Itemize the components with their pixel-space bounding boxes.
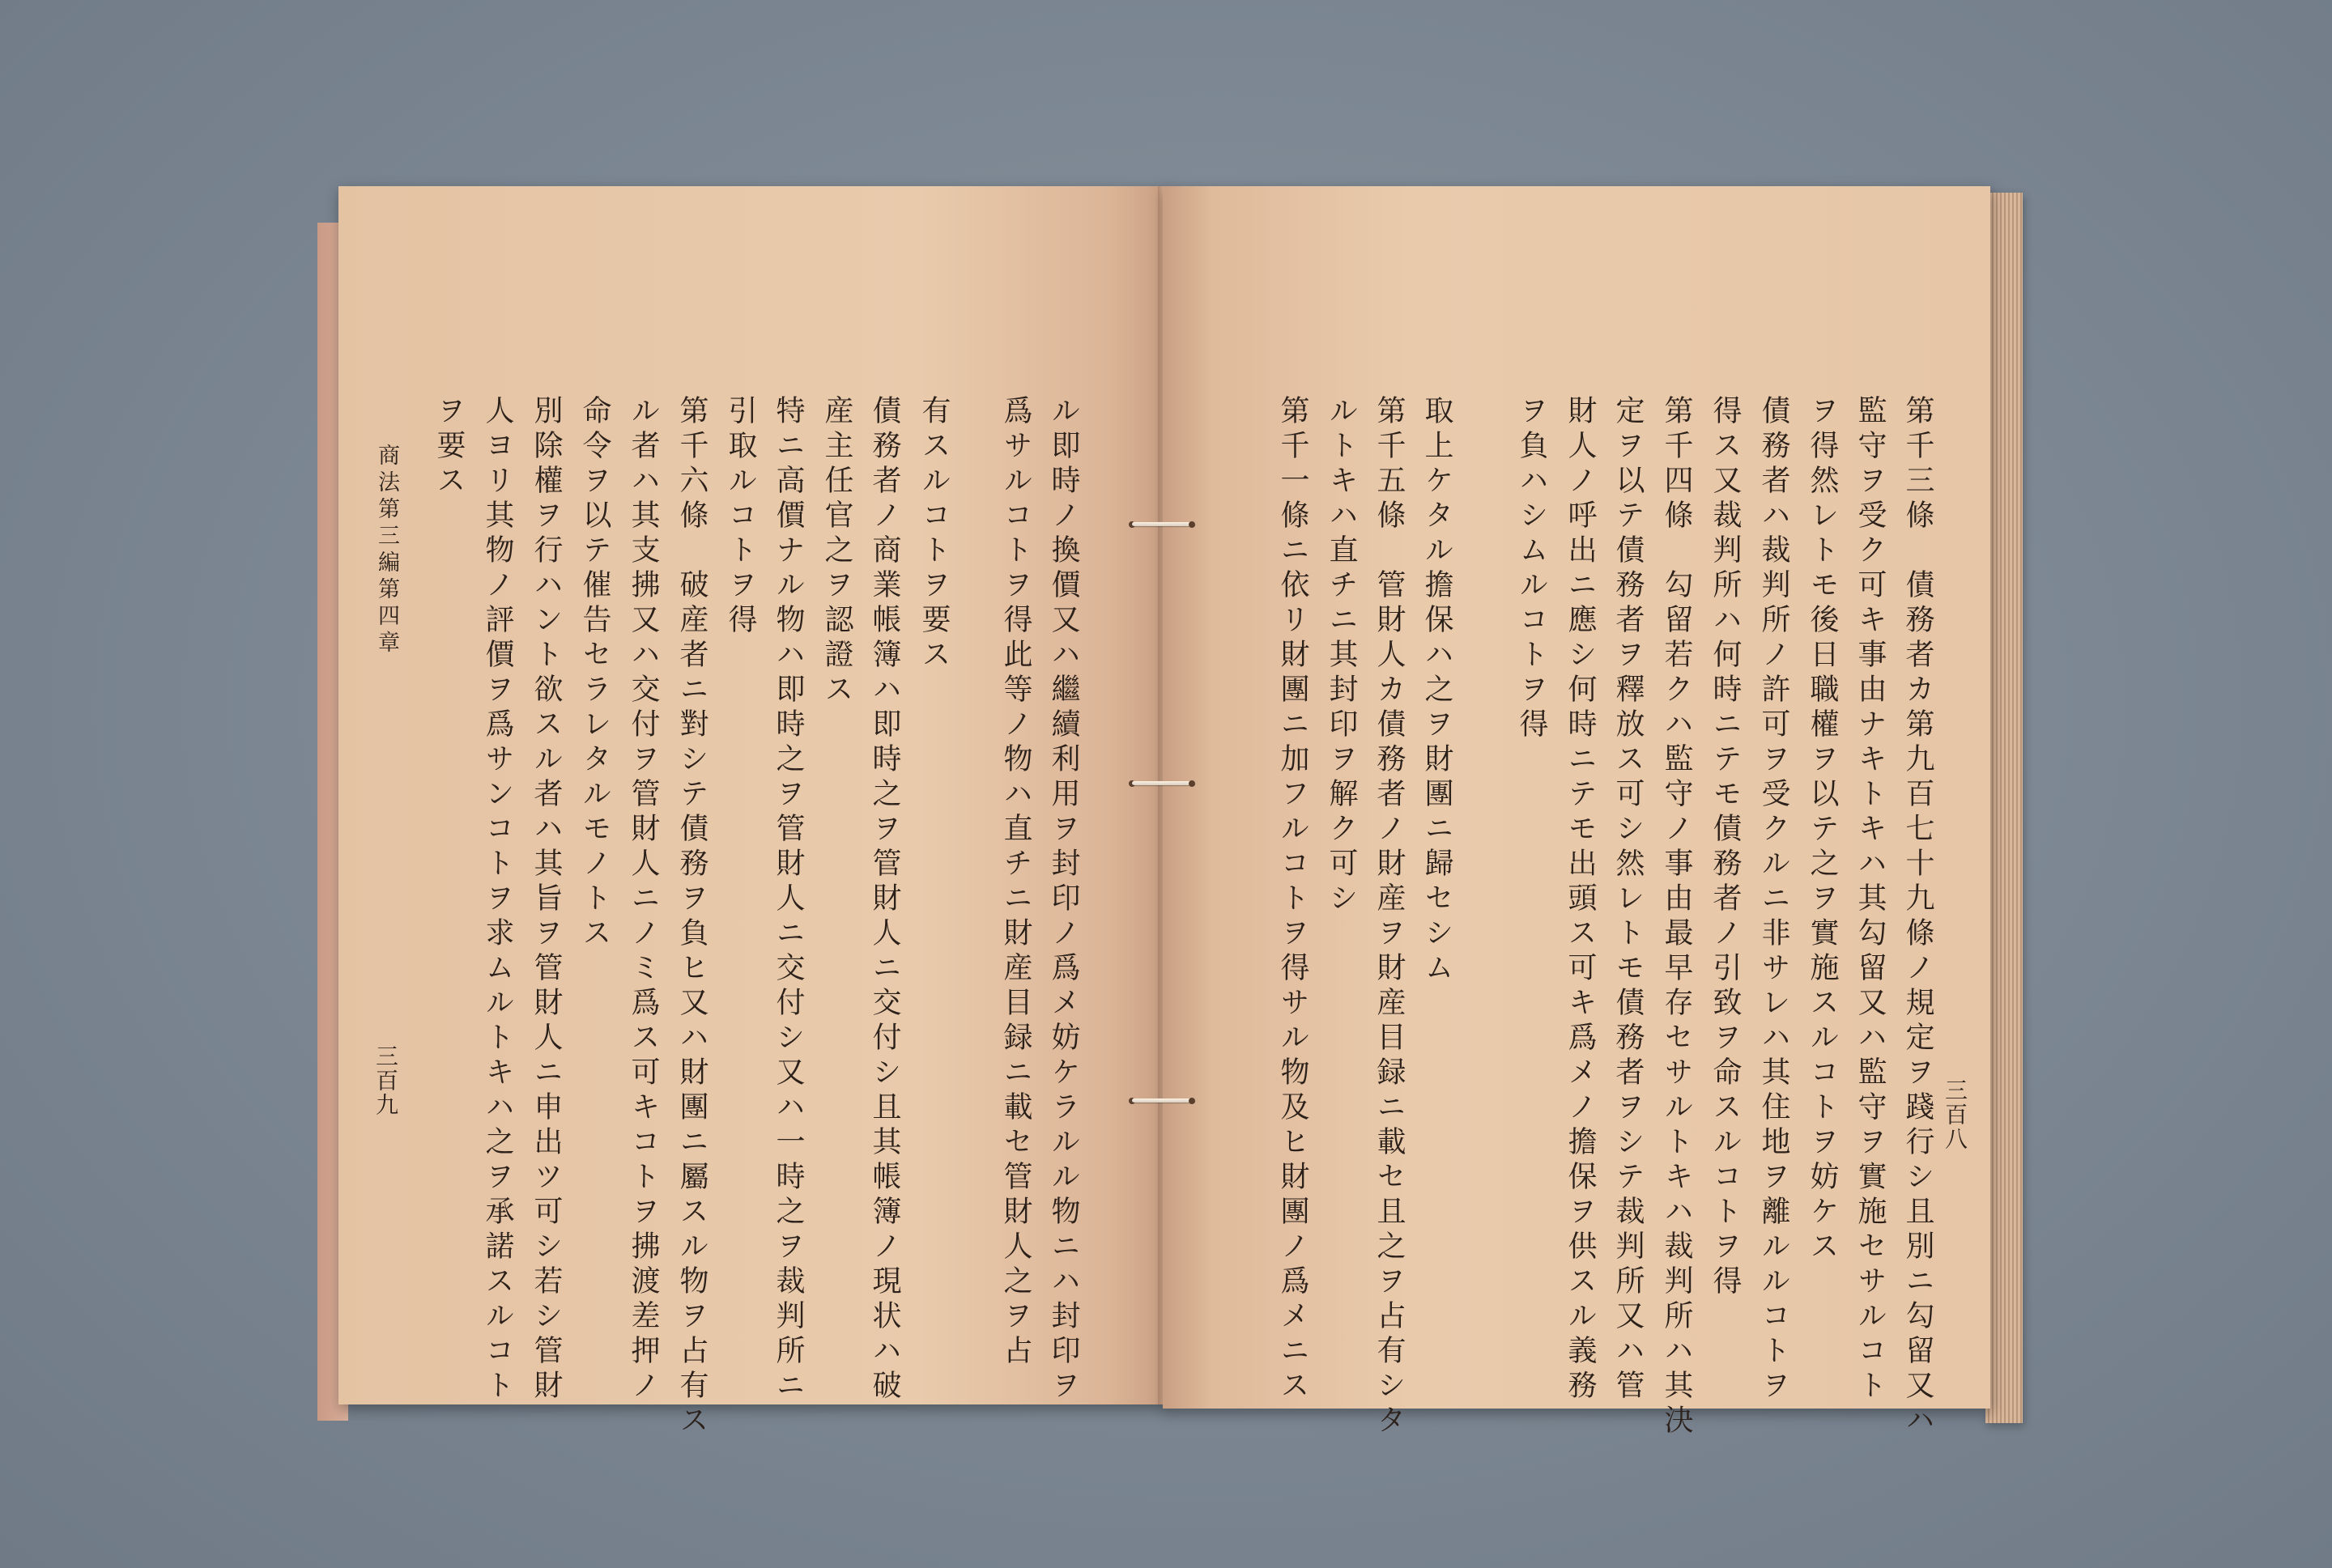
text-line: ル即時ノ換價又ハ繼續利用ヲ封印ノ爲メ妨ケラルル物ニハ封印ヲ — [1047, 395, 1080, 1404]
text-line: 第千三條 債務者カ第九百七十九條ノ規定ヲ踐行シ且別ニ勾留又ハ — [1901, 395, 1934, 1439]
text-line: 第千五條 管財人カ債務者ノ財産ヲ財産目録ニ載セ且之ヲ占有シタ — [1372, 395, 1406, 1439]
left-page — [338, 186, 1166, 1439]
text-line: 特ニ高價ナル物ハ即時之ヲ管財人ニ交付シ又ハ一時之ヲ裁判所ニ — [772, 395, 805, 1404]
right-page — [1163, 186, 1990, 1439]
text-line: 人ヨリ其物ノ評價ヲ爲サンコトヲ求ムルトキハ之ヲ承諾スルコト — [481, 395, 514, 1404]
text-line: 第千一條ニ依リ財團ニ加フルコトヲ得サル物及ヒ財團ノ爲メニス — [1276, 395, 1309, 1404]
text-line: ヲ要ス — [432, 395, 466, 499]
text-line: 得ス又裁判所ハ何時ニテモ債務者ノ引致ヲ命スルコトヲ得 — [1709, 395, 1742, 1300]
text-line: 有スルコトヲ要ス — [917, 395, 951, 674]
binding-stitch — [1127, 1094, 1197, 1107]
text-line: 第千六條 破産者ニ對シテ債務ヲ負ヒ又ハ財團ニ屬スル物ヲ占有ス — [675, 395, 709, 1439]
text-line: ルトキハ直チニ其封印ヲ解ク可シ — [1325, 395, 1358, 917]
text-line: 別除權ヲ行ハント欲スル者ハ其旨ヲ管財人ニ申出ツ可シ若シ管財 — [530, 395, 563, 1404]
page-number: 三百九 — [372, 1044, 399, 1117]
text-line: 第千四條 勾留若クハ監守ノ事由最早存セサルトキハ裁判所ハ其決 — [1660, 395, 1693, 1439]
text-line: 命令ヲ以テ催告セラレタルモノトス — [578, 395, 611, 952]
text-line: 財人ノ呼出ニ應シ何時ニテモ出頭ス可キ爲メノ擔保ヲ供スル義務 — [1564, 395, 1597, 1404]
text-line: 定ヲ以テ債務者ヲ釋放ス可シ然レトモ債務者ヲシテ裁判所又ハ管 — [1611, 395, 1645, 1404]
text-line: ル者ハ其支拂又ハ交付ヲ管財人ニノミ爲ス可キコトヲ拂渡差押ノ — [627, 395, 660, 1404]
page-number: 三百八 — [1942, 1078, 1968, 1151]
page-edges — [1985, 193, 2023, 1423]
text-line: 引取ルコトヲ得 — [724, 395, 757, 639]
text-line: 債務者ノ商業帳簿ハ即時之ヲ管財人ニ交付シ且其帳簿ノ現状ハ破 — [868, 395, 901, 1404]
text-line: ヲ得然レトモ後日職權ヲ以テ之ヲ實施スルコトヲ妨ケス — [1806, 395, 1839, 1265]
text-line: ヲ負ハシムルコトヲ得 — [1515, 395, 1548, 743]
text-line: 債務者ハ裁判所ノ許可ヲ受クルニ非サレハ其住地ヲ離ルルコトヲ — [1757, 395, 1790, 1404]
text-line: 監守ヲ受ク可キ事由ナキトキハ其勾留又ハ監守ヲ實施セサルコト — [1853, 395, 1887, 1404]
text-line: 爲サルコトヲ得此等ノ物ハ直チニ財産目録ニ載セ管財人之ヲ占 — [999, 395, 1032, 1370]
text-line: 産主任官之ヲ認證ス — [820, 395, 853, 708]
text-line: 取上ケタル擔保ハ之ヲ財團ニ歸セシム — [1420, 395, 1453, 987]
binding-stitch — [1127, 518, 1197, 531]
running-title: 商法第三編第四章 — [374, 444, 399, 657]
binding-stitch — [1127, 777, 1197, 790]
